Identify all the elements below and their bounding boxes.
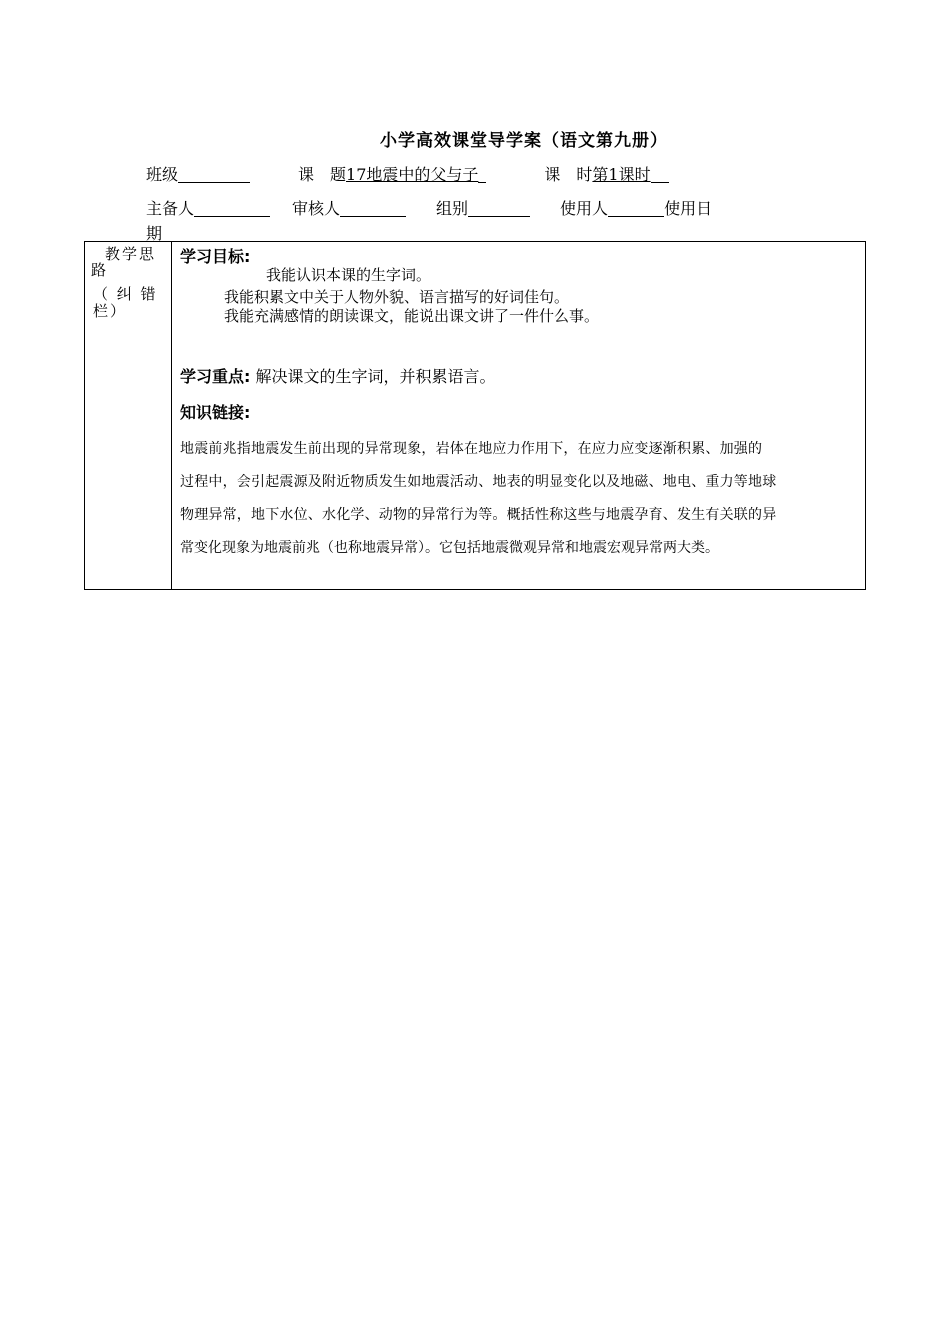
focus-text: 解决课文的生字词，并积累语言。: [255, 367, 496, 386]
paragraph-line: 过程中，会引起震源及附近物质发生如地震活动、地表的明显变化以及地磁、地电、重力等地球: [180, 474, 777, 490]
group-label: 组别: [436, 199, 469, 218]
group-blank: [468, 200, 530, 217]
date-blank: [162, 225, 234, 242]
content-table: [84, 241, 866, 590]
reviewer-blank: [340, 200, 406, 217]
goal-item: 我能认识本课的生字词。: [266, 266, 432, 284]
side-column: [85, 242, 172, 590]
knowledge-paragraph: [180, 434, 860, 566]
paragraph-line: 地震前兆指地震发生前出现的异常现象，岩体在地应力作用下，在应力应变逐渐积累、加强的: [180, 441, 763, 457]
info-row-1: [146, 162, 669, 185]
topic-label: 课 题: [298, 165, 347, 184]
preparer-label: 主备人: [146, 199, 195, 218]
reviewer-label: 审核人: [292, 199, 341, 218]
user-blank: [608, 200, 664, 217]
date-label: 使用日: [664, 199, 713, 218]
goals-heading: 学习目标:: [180, 247, 251, 266]
link-heading: 知识链接:: [180, 403, 251, 422]
class-blank: [178, 166, 250, 183]
focus-line: [180, 364, 496, 387]
user-label: 使用人: [560, 199, 609, 218]
side-line-2: 路: [91, 261, 107, 279]
goal-item: 我能积累文中关于人物外貌、语言描写的好词佳句。: [224, 288, 570, 306]
page-title: 小学高效课堂导学案（语文第九册）: [380, 131, 668, 151]
date-label-cont: 期: [146, 224, 163, 243]
paragraph-line: 常变化现象为地震前兆（也称地震异常）。它包括地震微观异常和地震宏观异常两大类。: [180, 540, 719, 556]
topic-value: 17地震中的父与子: [346, 165, 479, 184]
paragraph-line: 物理异常，地下水位、水化学、动物的异常行为等。概括性称这些与地震孕育、发生有关联的异: [180, 507, 777, 523]
side-line-3: （ 纠 错: [93, 285, 158, 303]
side-line-4: 栏）: [93, 302, 128, 320]
main-column: [172, 242, 866, 590]
period-value: 第1课时: [592, 165, 651, 184]
class-label: 班级: [146, 165, 179, 184]
goal-item: 我能充满感情的朗读课文，能说出课文讲了一件什么事。: [224, 307, 600, 325]
side-line-1: 教学思: [105, 245, 157, 263]
focus-heading: 学习重点:: [180, 367, 251, 386]
info-row-2: [146, 196, 712, 219]
preparer-blank: [194, 200, 270, 217]
period-label: 课 时: [544, 165, 593, 184]
